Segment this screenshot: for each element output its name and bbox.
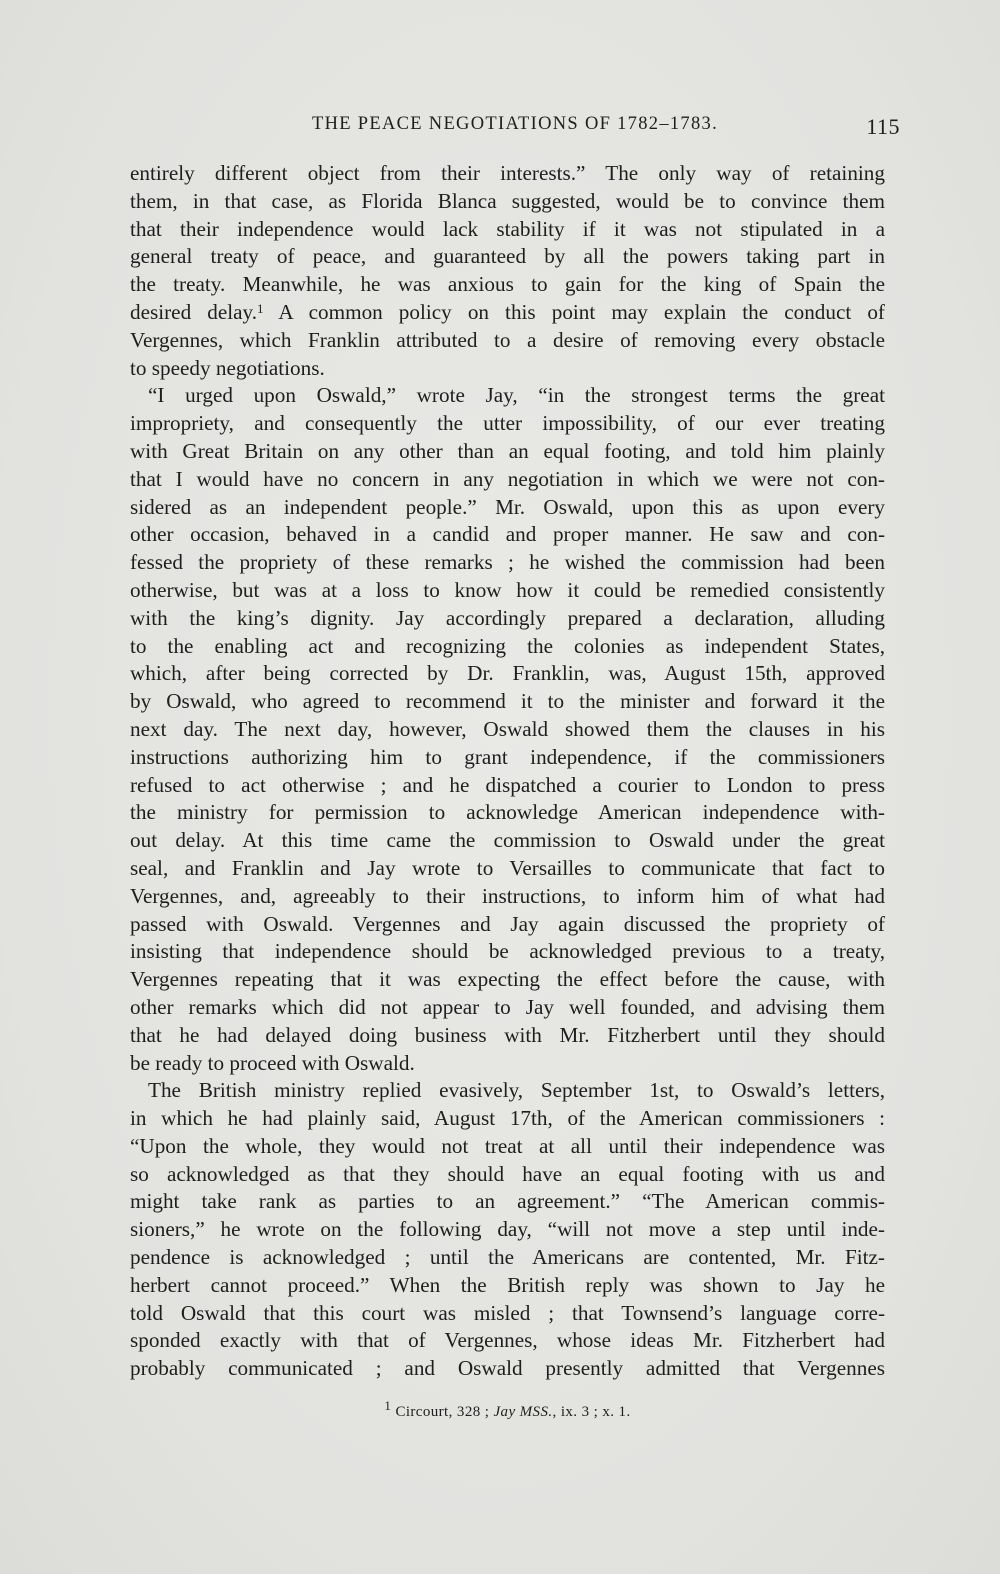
text-line: pendence is acknowledged ; until the Americans are contented, Mr. Fitz- [130,1245,885,1270]
text-line: with the king’s dignity. Jay accordingly prepared a declaration, alluding [130,605,885,630]
text-line: be ready to proceed with Oswald. [130,1050,415,1075]
text-line: them, in that case, as Florida Blanca suggested, would be to convince them [130,188,885,213]
text-line: general treaty of peace, and guaranteed by all the powers taking part in [130,244,885,269]
text-line: sponded exactly with that of Vergennes, whose ideas Mr. Fitzherbert had [130,1328,885,1353]
text-line: that I would have no concern in any negotiation in which we were not con- [130,466,885,491]
footnote-text: Circourt, 328 ; [395,1404,494,1420]
text-line-with-footnote-ref [130,299,885,327]
text-line: with Great Britain on any other than an equal footing, and told him plainly [130,438,885,463]
text-line: otherwise, but was at a loss to know how it could be remedied consistently [130,577,885,602]
text-line: by Oswald, who agreed to recommend it to the minister and forward it the [130,689,885,714]
text-line: The British ministry replied evasively, September 1st, to Oswald’s letters, [148,1078,885,1103]
text-line: next day. The next day, however, Oswald showed them the clauses in his [130,716,885,741]
text-line: to the enabling act and recognizing the colonies as independent States, [130,633,885,658]
text-line: the ministry for permission to acknowledge American independence with- [130,800,885,825]
text-line: that he had delayed doing business with Mr. Fitzherbert until they should [130,1022,885,1047]
text-line: instructions authorizing him to grant independence, if the commissioners [130,744,885,769]
text-line: in which he had plainly said, August 17th, of the American commissioners : [130,1106,885,1131]
footnote-marker: 1 [384,1398,392,1413]
footnote-ref: 1 [257,300,264,316]
paragraph-2 [130,382,885,1077]
text-line: other occasion, behaved in a candid and proper manner. He saw and con- [130,522,885,547]
text-line: that their independence would lack stability if it was not stipulated in a [130,216,885,241]
text-line: which, after being corrected by Dr. Franklin, was, August 15th, approved [130,661,885,686]
footnote [130,1398,885,1421]
running-title: THE PEACE NEGOTIATIONS OF 1782–1783. [312,114,718,134]
text-line: Vergennes, which Franklin attributed to a desire of removing every obstacle [130,327,885,352]
text-line: Vergennes, and, agreeably to their instructions, to inform him of what had [130,883,885,908]
text-line: might take rank as parties to an agreement.” “The American commis- [130,1189,885,1214]
text-line: so acknowledged as that they should have an equal footing with us and [130,1161,885,1186]
text-line: entirely different object from their interests.” The only way of retaining [130,161,885,185]
running-head [130,114,900,144]
text-segment: A common policy on this point may explain the conduct of [263,299,885,324]
text-line: seal, and Franklin and Jay wrote to Versailles to communicate that fact to [130,855,885,880]
text-line: “I urged upon Oswald,” wrote Jay, “in the strongest terms the great [148,383,885,408]
text-line: sidered as an independent people.” Mr. Oswald, upon this as upon every [130,494,885,519]
text-line: fessed the propriety of these remarks ; he wished the commission had been [130,550,885,575]
paragraph-3 [130,1077,885,1383]
text-segment: desired delay. [130,299,258,324]
page-number: 115 [866,114,900,139]
text-line: refused to act otherwise ; and he dispatched a courier to London to press [130,772,885,797]
text-line: other remarks which did not appear to Jay well founded, and advising them [130,994,885,1019]
text-line: “Upon the whole, they would not treat at all until their independence was [130,1133,885,1158]
text-line: out delay. At this time came the commission to Oswald under the great [130,828,885,853]
text-line: herbert cannot proceed.” When the British reply was shown to Jay he [130,1272,885,1297]
text-line: Vergennes repeating that it was expecting the effect before the cause, with [130,967,885,992]
paragraph-1 [130,160,885,382]
text-line: told Oswald that this court was misled ; that Townsend’s language corre- [130,1300,885,1325]
text-line: probably communicated ; and Oswald presently admitted that Vergennes [130,1356,885,1381]
text-line: the treaty. Meanwhile, he was anxious to gain for the king of Spain the [130,272,885,297]
text-line: sioners,” he wrote on the following day, “will not move a step until inde- [130,1217,885,1242]
text-line: impropriety, and consequently the utter impossibility, of our ever treating [130,411,885,436]
text-line: to speedy negotiations. [130,355,325,380]
text-line: insisting that independence should be acknowledged previous to a treaty, [130,939,885,964]
footnote-italic-title: Jay MSS. [493,1404,553,1420]
body-text [130,160,885,1383]
text-line: passed with Oswald. Vergennes and Jay again discussed the propriety of [130,911,885,936]
footnote-text: , ix. 3 ; x. 1. [552,1404,631,1420]
